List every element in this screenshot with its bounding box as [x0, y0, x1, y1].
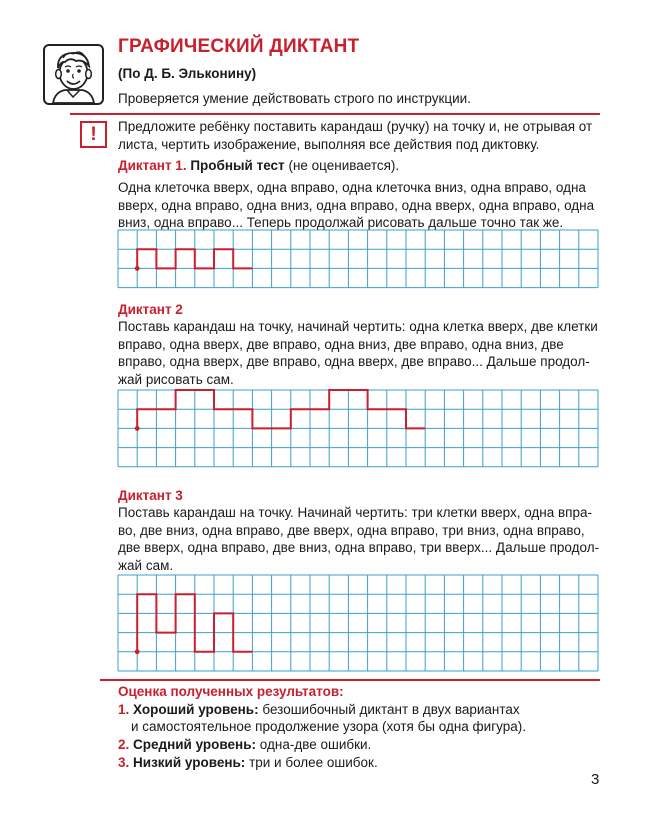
result-number: 2. [118, 737, 130, 752]
dictation2-line: вправо, одна вверх, две вправо, одна вниз, две вправо, одна вниз, две [118, 336, 564, 352]
grid-2 [117, 389, 599, 468]
start-dot [135, 266, 140, 271]
dictation1-line: вниз, одна вправо... Теперь продолжай рисовать дальше точно так же. [118, 215, 564, 230]
result-label: Хороший уровень: [133, 702, 259, 717]
top-divider [70, 113, 600, 115]
dictation1-label: Диктант 1. [118, 158, 187, 173]
page-title: ГРАФИЧЕСКИЙ ДИКТАНТ [118, 36, 360, 57]
results-title: Оценка полученных результатов: [118, 684, 344, 699]
result-text: безошибочный диктант в двух вариантах [262, 702, 520, 717]
dictation2-line: жай рисовать сам. [118, 371, 234, 387]
dictation3-line: две вверх, одна вправо, две вниз, одна вправо, три вверх... Дальше продол- [118, 540, 600, 555]
dictation1-heading [118, 158, 399, 173]
dictation3-line: Поставь карандаш на точку. Начинай чертить: три клетки вверх, одна впра- [118, 505, 593, 520]
grid-1 [117, 229, 599, 289]
grid-3 [117, 574, 599, 672]
dictation1-line: вверх, одна вправо, одна вниз, одна вправо, одна вверх, одна вправо, одна [118, 197, 595, 213]
dictation3-line: во, две вниз, одна вправо, две вверх, одна вправо, три вниз, одна вправо, [118, 522, 585, 538]
result-label: Средний уровень: [133, 737, 257, 752]
pattern-path [137, 594, 252, 652]
bottom-divider [100, 679, 600, 681]
subtitle: (По Д. Б. Эльконину) [118, 66, 257, 81]
instruction-line: листа, чертить изображение, выполняя все действия под диктовку. [118, 136, 540, 152]
instruction-text [118, 118, 600, 153]
results-list [118, 701, 600, 771]
page-number: 3 [591, 771, 600, 788]
result-label: Низкий уровень: [133, 755, 246, 770]
result-number: 3. [118, 755, 130, 770]
dictation2-label: Диктант 2 [118, 302, 183, 317]
dictation1-text [118, 179, 600, 232]
result-item [118, 736, 600, 753]
dictation2-line: вправо, одна вверх, две вправо, одна вверх, две вправо... Дальше продол- [118, 354, 590, 369]
dictation3-label: Диктант 3 [118, 488, 183, 503]
dictation1-note: (не оценивается). [288, 158, 400, 173]
start-dot [135, 426, 140, 431]
result-item [118, 754, 600, 771]
result-number: 1. [118, 702, 130, 717]
dictation2-line: Поставь карандаш на точку, начинай чертить: одна клетка вверх, две клетки [118, 319, 598, 334]
intro-text: Проверяется умение действовать строго по инструкции. [118, 91, 471, 106]
pattern-path [137, 249, 252, 268]
exclamation-box-icon: ! [80, 121, 107, 148]
result-text: одна-две ошибки. [259, 737, 372, 752]
dictation1-test-label: Пробный тест [190, 158, 285, 173]
start-dot [135, 649, 140, 654]
result-item [118, 701, 600, 718]
dictation2-text [118, 318, 600, 388]
child-face-icon [43, 44, 104, 105]
instruction-line: Предложите ребёнку поставить карандаш (ручку) на точку и, не отрывая от [118, 119, 593, 134]
dictation1-line: Одна клеточка вверх, одна вправо, одна клеточка вниз, одна вправо, одна [118, 180, 586, 195]
dictation3-line: жай сам. [118, 557, 174, 573]
result-text-cont: и самостоятельное продолжение узора (хотя бы одна фигура). [131, 719, 526, 734]
dictation3-text [118, 504, 600, 574]
result-text: три и более ошибок. [249, 755, 378, 770]
